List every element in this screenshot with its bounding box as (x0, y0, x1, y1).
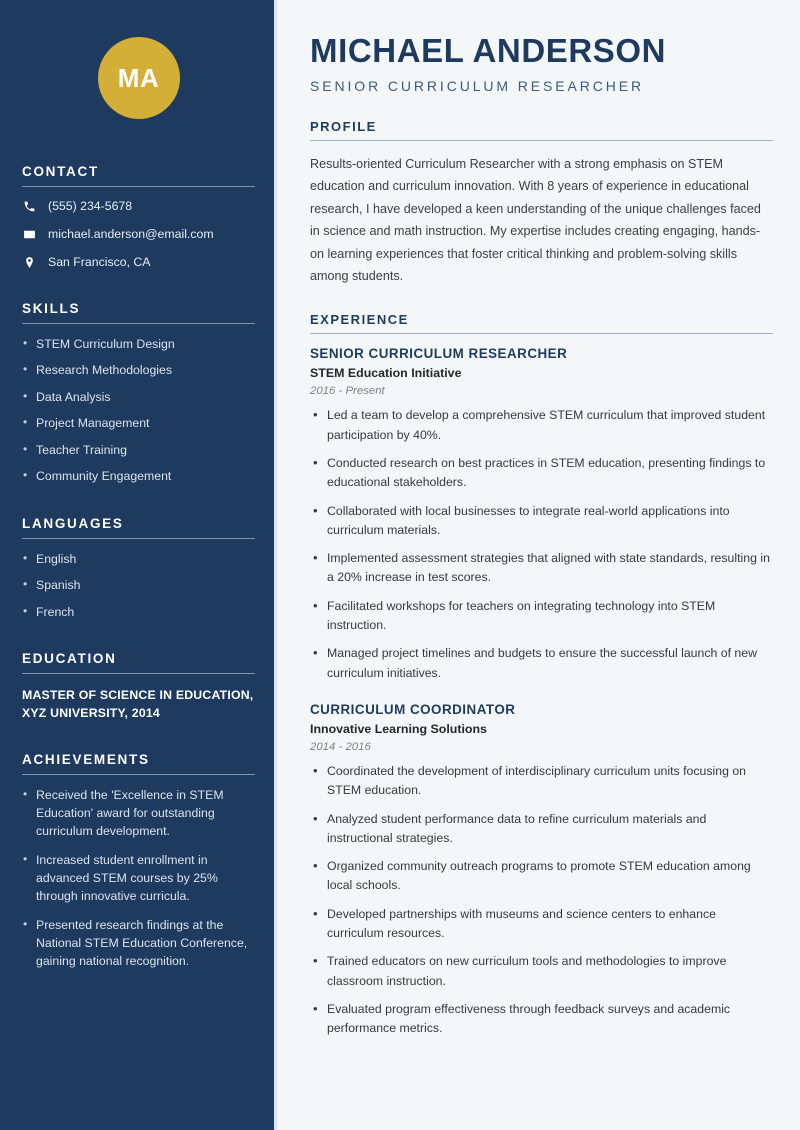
list-item: • Conducted research on best practices in STEM education, presenting findings to educational stakeholders. (310, 454, 773, 493)
list-item: • Coordinated the development of interdisciplinary curriculum units focusing on STEM education. (310, 762, 773, 801)
contact-heading: CONTACT (22, 164, 99, 179)
education-section (0, 651, 277, 722)
avatar-container (0, 0, 277, 119)
achievements-heading: ACHIEVEMENTS (22, 752, 150, 768)
list-item: • Received the 'Excellence in STEM Education' award for outstanding curriculum development. (22, 787, 255, 841)
skills-divider (22, 323, 255, 324)
skills-list (22, 336, 255, 486)
list-item: • Collaborated with local businesses to integrate real-world applications into curriculum materials. (310, 502, 773, 541)
contact-divider (22, 186, 255, 187)
contact-email-value: michael.anderson@email.com (48, 226, 214, 241)
list-item: • Organized community outreach programs to promote STEM education among local schools. (310, 857, 773, 896)
list-item: • Facilitated workshops for teachers on integrating technology into STEM instruction. (310, 597, 773, 636)
profile-text: Results-oriented Curriculum Researcher with a strong emphasis on STEM education and curriculum innovation. With 8 years of experience in educational research, I have developed a keen understanding of the unique challenges faced in science and math instruction. My expertise includes creating engaging, hands-on learning experiences that foster critical thinking and problem-solving skills among students. (310, 156, 761, 283)
list-item: • Project Management (22, 415, 255, 432)
list-item: • Presented research findings at the National STEM Education Conference, gaining national recognition. (22, 917, 255, 971)
list-item: • Analyzed student performance data to refine curriculum materials and instructional strategies. (310, 810, 773, 849)
contact-location-value: San Francisco, CA (48, 254, 151, 269)
list-item: • Spanish (22, 577, 255, 594)
job-bullet-list (310, 762, 773, 1039)
list-item: • Increased student enrollment in advanced STEM courses by 25% through innovative curricula. (22, 852, 255, 906)
list-item: • Data Analysis (22, 389, 255, 406)
job-bullet-list (310, 406, 773, 683)
sidebar (0, 0, 277, 1130)
languages-divider (22, 538, 255, 539)
education-divider (22, 673, 255, 674)
contact-email-row[interactable] (22, 227, 255, 243)
list-item: • Led a team to develop a comprehensive STEM curriculum that improved student participation by 40%. (310, 406, 773, 445)
list-item: • Trained educators on new curriculum tools and methodologies to improve classroom instruction. (310, 952, 773, 991)
skills-heading: SKILLS (22, 300, 81, 316)
job-title: CURRICULUM COORDINATOR (310, 701, 516, 717)
list-item: • STEM Curriculum Design (22, 336, 255, 353)
avatar: MA (98, 37, 180, 119)
list-item: • Community Engagement (22, 468, 255, 485)
experience-entry (310, 346, 773, 683)
profile-section (310, 119, 773, 287)
job-role-subtitle: SENIOR CURRICULUM RESEARCHER (310, 77, 645, 94)
experience-section (310, 312, 773, 1038)
contact-section (0, 164, 277, 271)
contact-phone-row[interactable] (22, 199, 255, 215)
main-content (277, 0, 800, 1130)
languages-section (0, 516, 277, 621)
job-title: SENIOR CURRICULUM RESEARCHER (310, 346, 568, 362)
list-item: • Evaluated program effectiveness through feedback surveys and academic performance metrics. (310, 1000, 773, 1039)
achievements-list (22, 787, 255, 971)
list-item: • Managed project timelines and budgets to ensure the successful launch of new curriculum initiatives. (310, 644, 773, 683)
list-item: • Teacher Training (22, 442, 255, 459)
job-date-range: 2016 - Present (310, 385, 385, 398)
page-title: MICHAEL ANDERSON (310, 32, 667, 69)
profile-divider (310, 140, 773, 141)
contact-location-row[interactable] (22, 255, 255, 271)
languages-list (22, 551, 255, 621)
phone-icon (22, 199, 37, 214)
list-item: • Implemented assessment strategies that aligned with state standards, resulting in a 20% increase in test scores. (310, 549, 773, 588)
list-item: • English (22, 551, 255, 568)
job-organization: Innovative Learning Solutions (310, 721, 487, 736)
contact-phone-value: (555) 234-5678 (48, 199, 133, 213)
education-heading: EDUCATION (22, 651, 117, 667)
list-item: • Developed partnerships with museums and science centers to enhance curriculum resources. (310, 905, 773, 944)
skills-section (0, 301, 277, 486)
list-item: • French (22, 604, 255, 621)
education-entry: MASTER OF SCIENCE IN EDUCATION, XYZ UNIVERSITY, 2014 (22, 688, 254, 721)
job-organization: STEM Education Initiative (310, 366, 462, 381)
achievements-divider (22, 774, 255, 775)
list-item: • Research Methodologies (22, 362, 255, 379)
languages-heading: LANGUAGES (22, 515, 124, 531)
job-date-range: 2014 - 2016 (310, 740, 371, 753)
experience-heading: EXPERIENCE (310, 312, 409, 328)
achievements-section (0, 752, 277, 971)
map-pin-icon (22, 255, 37, 270)
envelope-icon (22, 227, 37, 242)
experience-entry (310, 702, 773, 1039)
profile-heading: PROFILE (310, 118, 377, 134)
experience-divider (310, 333, 773, 334)
